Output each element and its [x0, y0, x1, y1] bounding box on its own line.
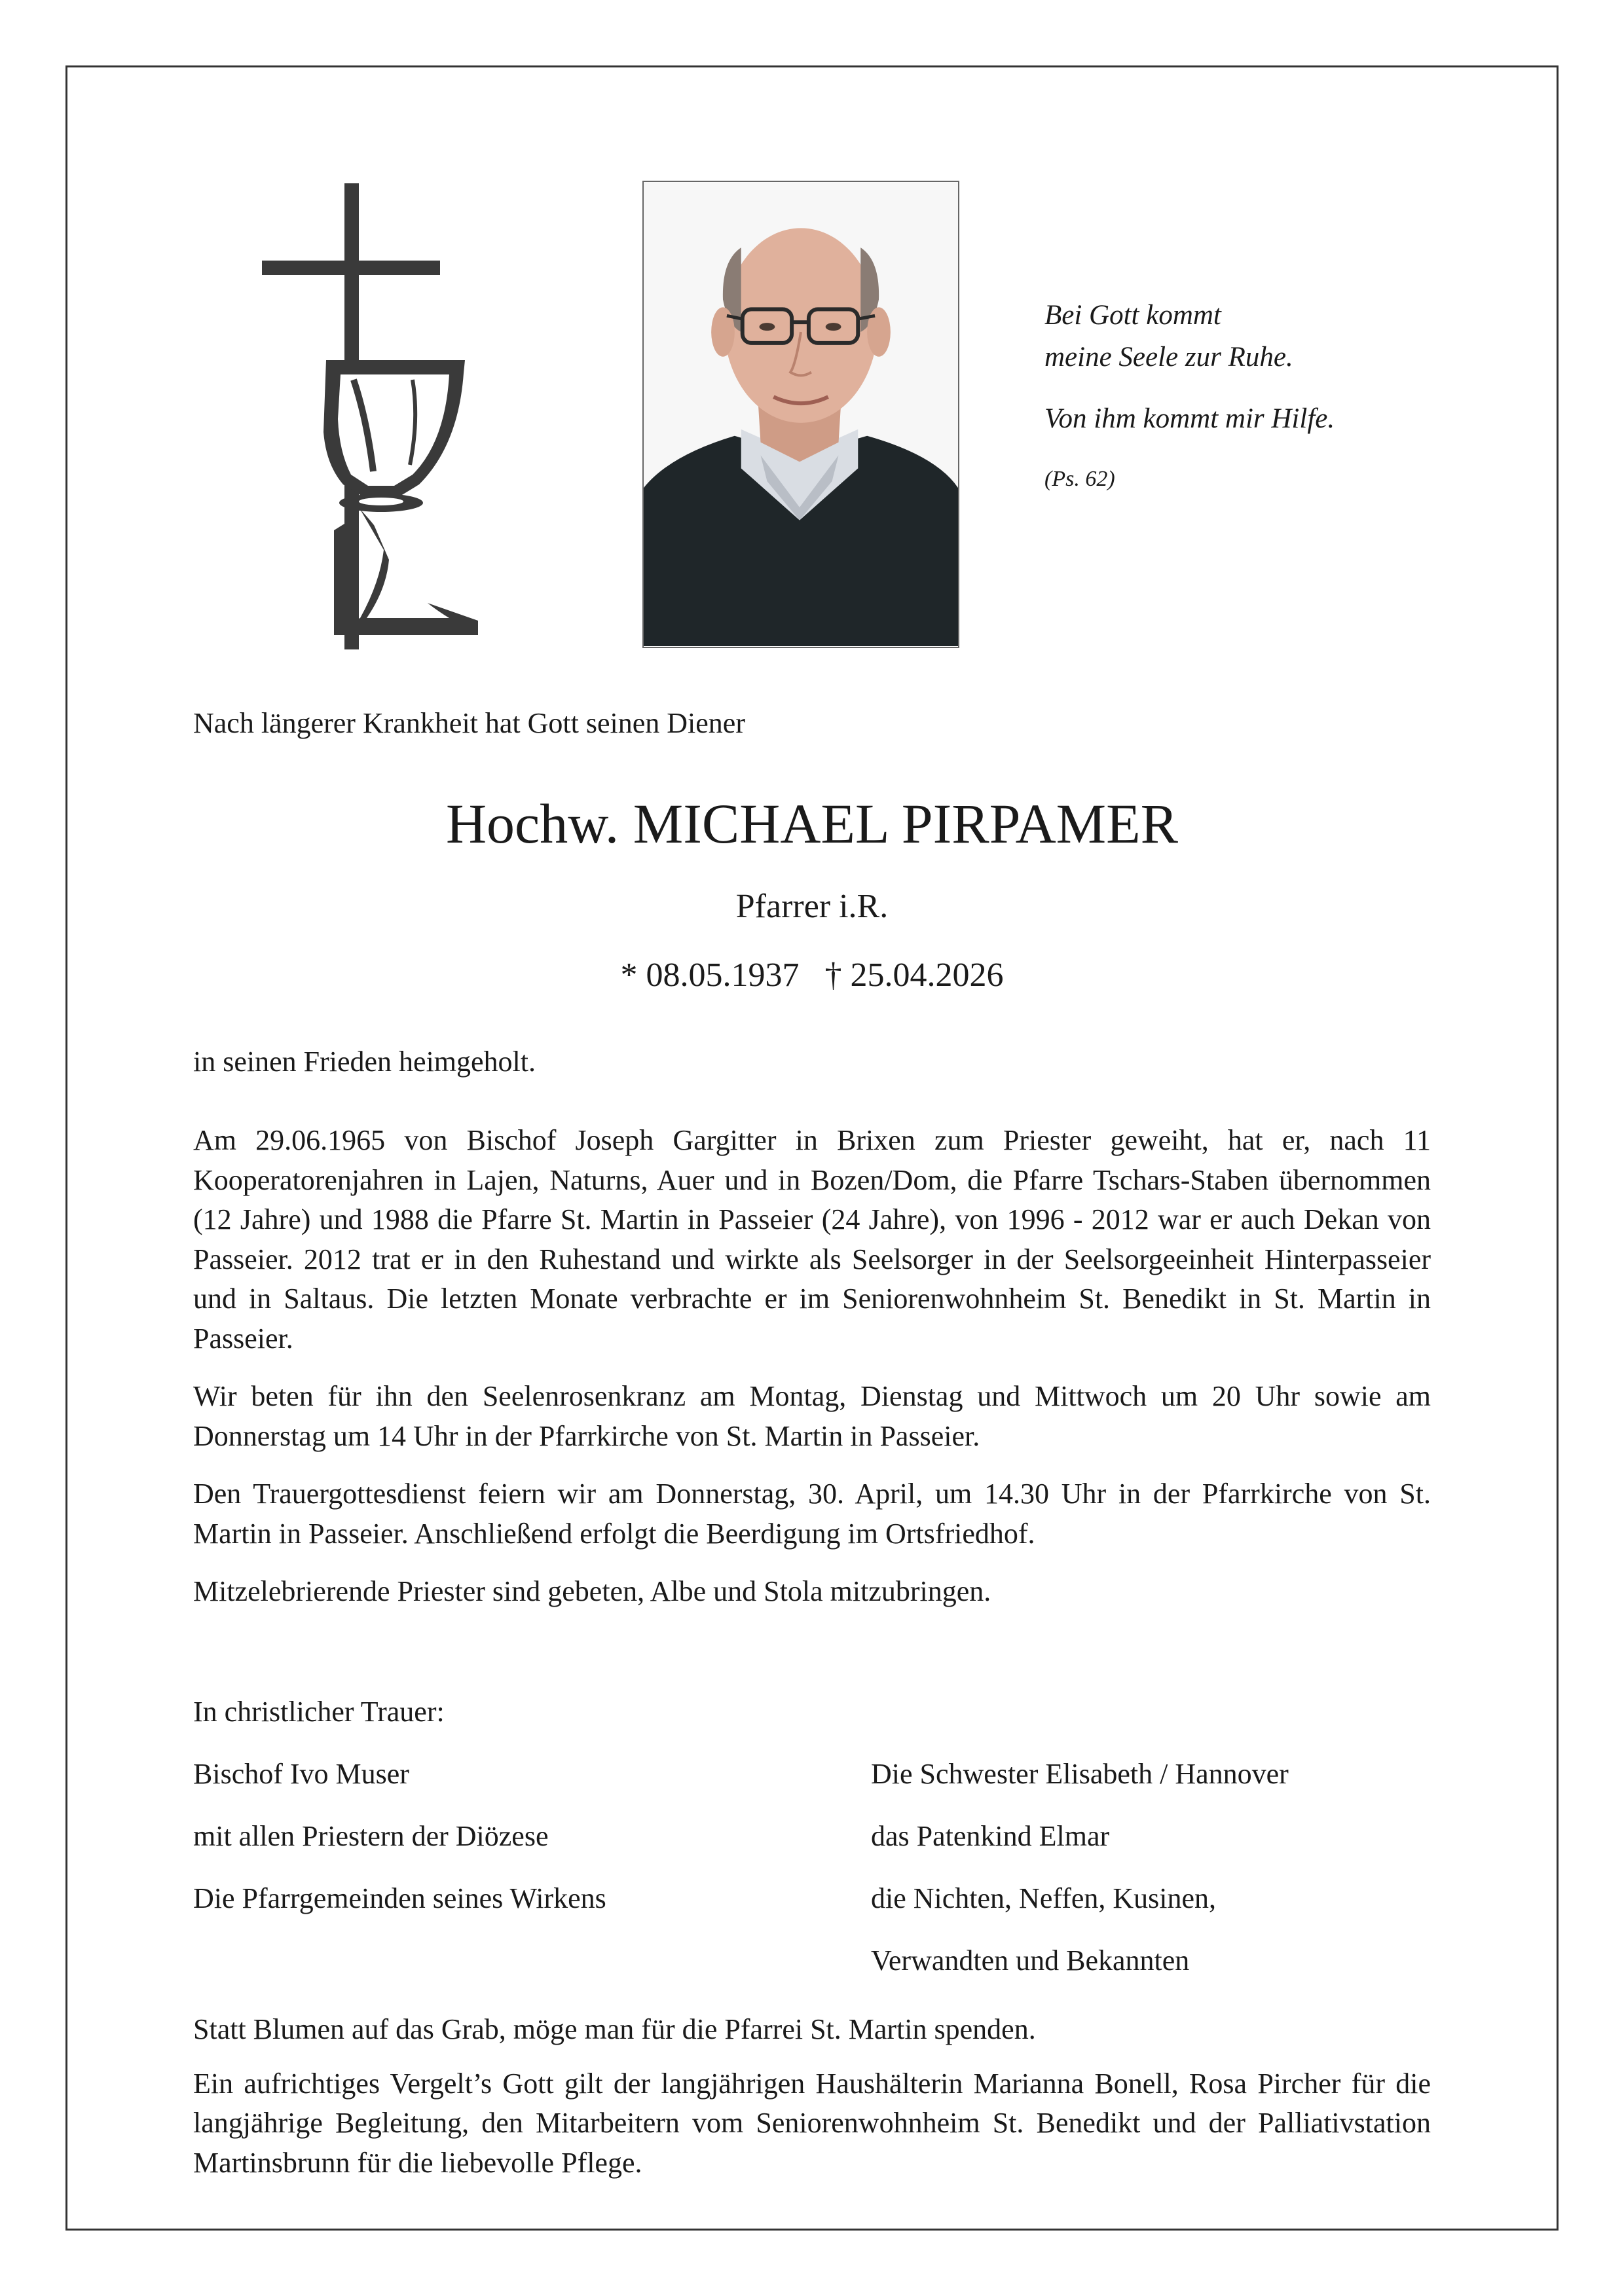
psalm-quote	[1044, 295, 1450, 492]
closing-thanks: Ein aufrichtiges Vergelt’s Gott gilt der langjährigen Haushälterin Marianna Bonell, Rosa Pircher für die langjährige Begleitung, den Mitarbeitern vom Seniorenwohnheim St. Benedikt und der Palliativstation Martinsbrunn für die liebevolle Pflege.	[193, 2067, 1431, 2179]
portrait-photo	[642, 181, 959, 648]
mourner-entry: Die Schwester Elisabeth / Hannover	[871, 1758, 1289, 1790]
mourner-entry: Die Pfarrgemeinden seines Wirkens	[193, 1882, 606, 1914]
deceased-name: Hochw. MICHAEL PIRPAMER	[445, 792, 1179, 855]
mourner-entry: die Nichten, Neffen, Kusinen,	[871, 1882, 1217, 1914]
body-paragraph-rosary: Wir beten für ihn den Seelenrosenkranz am Montag, Dienstag und Mittwoch um 20 Uhr sowie am Donnerstag um 14 Uhr in der Pfarrkirche von St. Martin in Passeier.	[193, 1380, 1431, 1452]
life-dates: * 08.05.1937 † 25.04.2026	[620, 957, 1004, 994]
deceased-title: Pfarrer i.R.	[735, 888, 889, 925]
psalm-reference: (Ps. 62)	[1044, 467, 1115, 491]
notice-after-name: in seinen Frieden heimgeholt.	[193, 1046, 536, 1078]
obituary-body	[193, 1121, 1431, 1630]
psalm-line-1: Bei Gott kommt	[1044, 300, 1221, 331]
mourners-right-list	[871, 1755, 1289, 2003]
mourners-heading: In christlicher Trauer:	[193, 1696, 445, 1728]
notice-intro: Nach längerer Krankheit hat Gott seinen Diener	[193, 707, 745, 739]
body-paragraph-priests: Mitzelebrierende Priester sind gebeten, Albe und Stola mitzubringen.	[193, 1575, 991, 1607]
body-paragraph-funeral: Den Trauergottesdienst feiern wir am Donnerstag, 30. April, um 14.30 Uhr in der Pfarrkirche von St. Martin in Passeier. Anschließend erfolgt die Beerdigung im Ortsfriedhof.	[193, 1478, 1431, 1550]
psalm-line-2: meine Seele zur Ruhe.	[1044, 342, 1293, 373]
psalm-line-3: Von ihm kommt mir Hilfe.	[1044, 403, 1335, 434]
cross-chalice-icon	[255, 183, 504, 649]
mourners-left-list	[193, 1755, 606, 1941]
body-paragraph-career: Am 29.06.1965 von Bischof Joseph Gargitter in Brixen zum Priester geweiht, hat er, nach 11 Kooperatorenjahren in Lajen, Naturns, Auer und in Bozen/Dom, die Pfarre Tschars-Staben übernommen (12 Jahre) und 1988 die Pfarre St. Martin in Passeier (24 Jahre), von 1996 - 2012 war er auch Dekan von Passeier. 2012 trat er in den Ruhestand und wirkte als Seelsorger in der Seelsorgeeinheit Hinterpasseier und in Saltaus. Die letzten Monate verbrachte er im Seniorenwohnheim St. Benedikt in St. Martin in Passeier.	[193, 1124, 1431, 1355]
closing-donation-note: Statt Blumen auf das Grab, möge man für die Pfarrei St. Martin spenden.	[193, 2013, 1036, 2045]
mourner-entry: Bischof Ivo Muser	[193, 1758, 409, 1790]
mourner-entry: das Patenkind Elmar	[871, 1820, 1110, 1852]
mourner-entry: mit allen Priestern der Diözese	[193, 1820, 549, 1852]
closing-text	[193, 2010, 1431, 2197]
mourner-entry: Verwandten und Bekannten	[871, 1944, 1190, 1977]
